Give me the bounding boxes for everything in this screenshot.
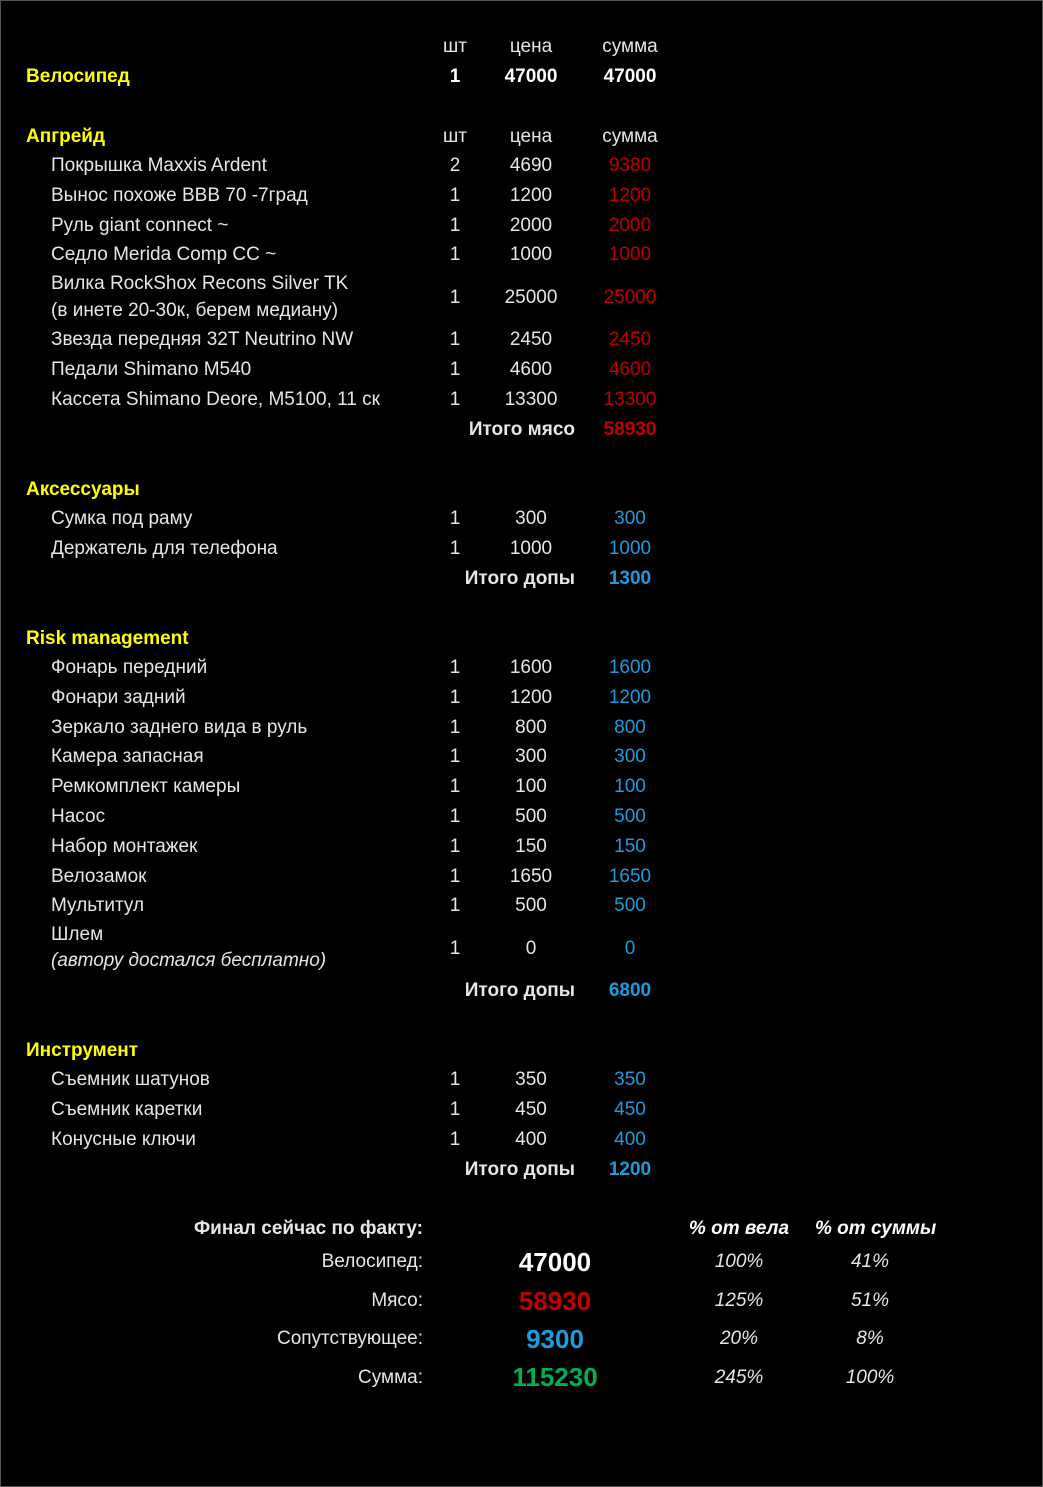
item-note: (в инете 20-30к, берем медиану) bbox=[51, 300, 339, 321]
item-sum: 1000 bbox=[608, 244, 652, 265]
item-qty: 1 bbox=[449, 866, 461, 887]
item-price: 1200 bbox=[509, 185, 553, 206]
item-qty: 1 bbox=[449, 895, 461, 916]
item-price: 150 bbox=[515, 836, 547, 857]
item-name: Вынос похоже BBB 70 -7град bbox=[51, 185, 308, 206]
item-name: Фонарь передний bbox=[51, 657, 208, 678]
final-heading: Финал сейчас по факту: bbox=[193, 1218, 423, 1239]
final-value: 115230 bbox=[512, 1362, 598, 1392]
risk-total-value: 6800 bbox=[608, 980, 652, 1001]
item-price: 400 bbox=[515, 1129, 547, 1150]
item-qty: 1 bbox=[449, 938, 461, 959]
item-sum: 1200 bbox=[608, 185, 652, 206]
bike-sum: 47000 bbox=[603, 66, 657, 87]
final-label: Мясо: bbox=[371, 1290, 423, 1311]
item-name: Сумка под раму bbox=[51, 508, 193, 529]
final-pct-bike: 20% bbox=[719, 1328, 759, 1349]
risk-heading: Risk management bbox=[26, 628, 189, 649]
upgrade-heading: Апгрейд bbox=[26, 126, 106, 147]
upgrade-col-sum: сумма bbox=[602, 126, 658, 147]
item-sum: 13300 bbox=[603, 389, 657, 410]
item-qty: 1 bbox=[449, 215, 461, 236]
item-name: Фонари задний bbox=[51, 687, 186, 708]
item-price: 500 bbox=[515, 806, 547, 827]
item-price: 350 bbox=[515, 1069, 547, 1090]
item-name: Звезда передняя 32T Neutrino NW bbox=[51, 329, 354, 350]
item-price: 1200 bbox=[509, 687, 553, 708]
final-col-pct-sum: % от суммы bbox=[815, 1218, 937, 1239]
item-qty: 1 bbox=[449, 389, 461, 410]
final-value: 9300 bbox=[526, 1324, 584, 1354]
item-price: 2450 bbox=[509, 329, 553, 350]
item-qty: 1 bbox=[449, 1069, 461, 1090]
item-price: 800 bbox=[515, 717, 547, 738]
item-sum: 1650 bbox=[608, 866, 652, 887]
final-pct-sum: 41% bbox=[850, 1251, 890, 1272]
item-qty: 2 bbox=[449, 155, 461, 176]
item-qty: 1 bbox=[449, 1129, 461, 1150]
bike-price: 47000 bbox=[504, 66, 558, 87]
item-qty: 1 bbox=[449, 244, 461, 265]
item-name: Съемник шатунов bbox=[51, 1069, 210, 1090]
final-value: 47000 bbox=[518, 1247, 592, 1277]
bike-label: Велосипед bbox=[26, 66, 130, 87]
accessories-heading: Аксессуары bbox=[26, 479, 140, 500]
tools-total-value: 1200 bbox=[608, 1159, 652, 1180]
item-name: Набор монтажек bbox=[51, 836, 198, 857]
upgrade-total-value: 58930 bbox=[603, 419, 657, 440]
item-price: 25000 bbox=[504, 287, 558, 308]
item-price: 2000 bbox=[509, 215, 553, 236]
item-name: Зеркало заднего вида в руль bbox=[51, 717, 308, 738]
item-sum: 4600 bbox=[608, 359, 652, 380]
item-qty: 1 bbox=[449, 717, 461, 738]
upgrade-total-label: Итого мясо bbox=[468, 419, 575, 440]
item-price: 0 bbox=[525, 938, 537, 959]
item-sum: 500 bbox=[614, 806, 646, 827]
risk-total-label: Итого допы bbox=[464, 980, 575, 1001]
col-header-price: цена bbox=[509, 36, 553, 57]
item-name: Мультитул bbox=[51, 895, 145, 916]
item-name: Покрышка Maxxis Ardent bbox=[51, 155, 267, 176]
item-price: 4600 bbox=[509, 359, 553, 380]
item-name: Велозамок bbox=[51, 866, 147, 887]
final-pct-sum: 8% bbox=[856, 1328, 884, 1349]
tools-heading: Инструмент bbox=[26, 1040, 139, 1061]
bike-qty: 1 bbox=[449, 66, 461, 87]
item-qty: 1 bbox=[449, 185, 461, 206]
item-name: Руль giant connect ~ bbox=[51, 215, 229, 236]
item-qty: 1 bbox=[449, 776, 461, 797]
final-col-pct-bike: % от вела bbox=[688, 1218, 790, 1239]
item-name: Насос bbox=[51, 806, 106, 827]
item-price: 300 bbox=[515, 508, 547, 529]
item-qty: 1 bbox=[449, 836, 461, 857]
item-name: Держатель для телефона bbox=[51, 538, 278, 559]
tools-total-label: Итого допы bbox=[464, 1159, 575, 1180]
item-name: Шлем bbox=[51, 924, 104, 945]
item-sum: 800 bbox=[614, 717, 646, 738]
item-qty: 1 bbox=[449, 746, 461, 767]
item-price: 300 bbox=[515, 746, 547, 767]
item-sum: 400 bbox=[614, 1129, 646, 1150]
upgrade-col-price: цена bbox=[509, 126, 553, 147]
item-sum: 9380 bbox=[608, 155, 652, 176]
final-pct-bike: 125% bbox=[714, 1290, 764, 1311]
item-sum: 150 bbox=[614, 836, 646, 857]
item-name: Седло Merida Comp CC ~ bbox=[51, 244, 277, 265]
item-price: 100 bbox=[515, 776, 547, 797]
item-qty: 1 bbox=[449, 538, 461, 559]
upgrade-col-qty: шт bbox=[443, 126, 467, 147]
item-sum: 350 bbox=[614, 1069, 646, 1090]
item-name: Кассета Shimano Deore, M5100, 11 ск bbox=[51, 389, 380, 410]
item-sum: 2450 bbox=[608, 329, 652, 350]
item-sum: 300 bbox=[614, 746, 646, 767]
item-sum: 1600 bbox=[608, 657, 652, 678]
item-name: Вилка RockShox Recons Silver TK bbox=[51, 273, 349, 294]
final-pct-sum: 100% bbox=[845, 1367, 895, 1388]
item-sum: 100 bbox=[614, 776, 646, 797]
item-sum: 450 bbox=[614, 1099, 646, 1120]
item-price: 4690 bbox=[509, 155, 553, 176]
final-label: Велосипед: bbox=[321, 1251, 423, 1272]
item-sum: 300 bbox=[614, 508, 646, 529]
item-sum: 25000 bbox=[603, 287, 657, 308]
item-sum: 500 bbox=[614, 895, 646, 916]
col-header-sum: сумма bbox=[602, 36, 658, 57]
item-qty: 1 bbox=[449, 329, 461, 350]
final-value: 58930 bbox=[518, 1286, 592, 1316]
item-price: 1600 bbox=[509, 657, 553, 678]
final-pct-sum: 51% bbox=[850, 1290, 890, 1311]
item-price: 450 bbox=[515, 1099, 547, 1120]
item-sum: 1200 bbox=[608, 687, 652, 708]
item-sum: 2000 bbox=[608, 215, 652, 236]
item-qty: 1 bbox=[449, 657, 461, 678]
item-qty: 1 bbox=[449, 806, 461, 827]
item-qty: 1 bbox=[449, 687, 461, 708]
item-price: 13300 bbox=[504, 389, 558, 410]
item-name: Съемник каретки bbox=[51, 1099, 203, 1120]
item-qty: 1 bbox=[449, 359, 461, 380]
item-qty: 1 bbox=[449, 1099, 461, 1120]
item-note: (автору достался бесплатно) bbox=[51, 950, 327, 971]
accessories-total-value: 1300 bbox=[608, 568, 652, 589]
final-label: Сумма: bbox=[358, 1367, 423, 1388]
item-name: Ремкомплект камеры bbox=[51, 776, 241, 797]
final-label: Сопутствующее: bbox=[276, 1328, 423, 1349]
item-price: 1650 bbox=[509, 866, 553, 887]
item-name: Педали Shimano M540 bbox=[51, 359, 252, 380]
final-pct-bike: 245% bbox=[714, 1367, 764, 1388]
col-header-qty: шт bbox=[443, 36, 467, 57]
item-qty: 1 bbox=[449, 508, 461, 529]
accessories-total-label: Итого допы bbox=[464, 568, 575, 589]
item-price: 1000 bbox=[509, 244, 553, 265]
item-price: 500 bbox=[515, 895, 547, 916]
item-sum: 1000 bbox=[608, 538, 652, 559]
final-pct-bike: 100% bbox=[714, 1251, 764, 1272]
item-name: Камера запасная bbox=[51, 746, 204, 767]
item-sum: 0 bbox=[624, 938, 636, 959]
item-qty: 1 bbox=[449, 287, 461, 308]
item-price: 1000 bbox=[509, 538, 553, 559]
item-name: Конусные ключи bbox=[51, 1129, 196, 1150]
